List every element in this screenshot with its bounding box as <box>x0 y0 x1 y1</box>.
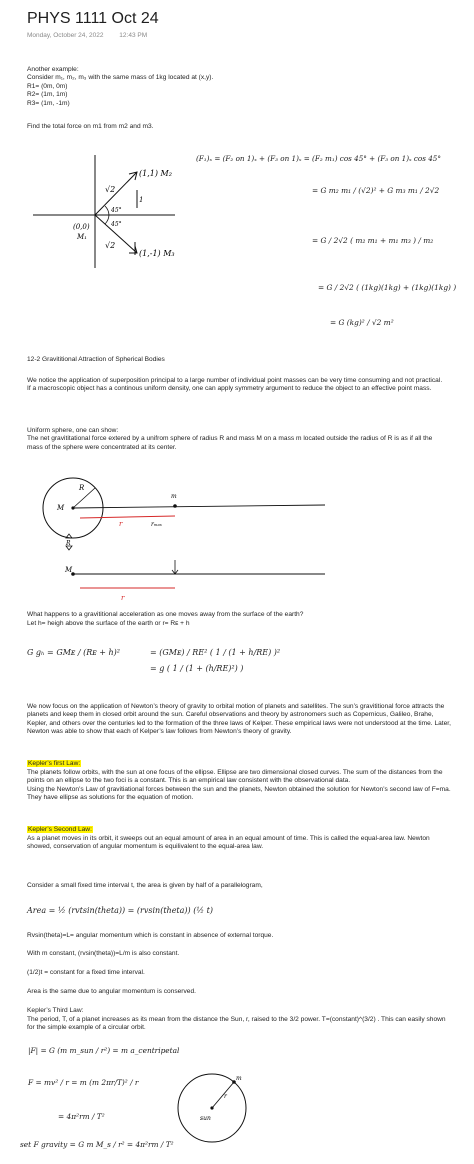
paragraph-text: Using the Newton’s Law of gravitiational forces between the sun and the planets, Newton obtained the solution for Newton’s second law of F=ma. They have ellipse as solutions for the equation of motion. <box>27 785 451 802</box>
label-M: M <box>57 504 65 512</box>
paragraph-text: Uniform sphere, one can show: <box>27 427 119 434</box>
label-m3: (1,-1) M₃ <box>139 249 175 258</box>
label-r2: r <box>121 594 125 602</box>
label-m: m <box>171 493 177 500</box>
kepler-first-title <box>27 760 81 768</box>
kepler-line: (1/2)t = constant for a fixed time interval. <box>27 969 145 976</box>
work-line: = G / 2√2 ( m₂ m₁ + m₁ m₃ ) / m₂ <box>312 236 434 245</box>
page-date: Monday, October 24, 2022 <box>27 32 104 39</box>
handwritten-line: F = mv² / r = m (m 2πr/T)² / r <box>28 1078 139 1087</box>
page-time: 12:43 PM <box>119 32 148 39</box>
label-R-small: R <box>66 540 71 547</box>
section-paragraph <box>27 377 447 394</box>
example-line: R3= (1m, -1m) <box>27 99 70 107</box>
work-line: = G m₂ m₁ / (√2)² + G m₃ m₁ / 2√2 <box>312 186 440 195</box>
label-r: r <box>119 520 123 528</box>
acceleration-equation <box>27 648 120 657</box>
label-m1: M₁ <box>77 233 87 241</box>
area-equation: Area = ½ (rvtsin(theta)) = (rvsin(theta)) (½ t) <box>27 906 213 915</box>
page-timestamp <box>27 32 161 39</box>
paragraph-text: If a macroscopic object has a continous uniform density, one can apply symmetry argument to reduce the object to an effective point mass. <box>27 385 432 393</box>
mass-configuration-sketch <box>25 150 195 270</box>
kepler-second-title <box>27 826 93 834</box>
label-sun: sun <box>200 1115 211 1122</box>
label-r2: √2 <box>105 185 116 194</box>
label-M2: M <box>65 566 73 574</box>
tick-label: 1 <box>139 196 144 204</box>
example-task: Find the total force on m1 from m2 and m3. <box>27 123 154 130</box>
label-orbit-r: r <box>224 1093 227 1100</box>
angle-arc <box>105 215 109 224</box>
kepler-line: With m constant, (rvsin(theta))=L/m is also constant. <box>27 950 180 957</box>
example-line: R1= (0m, 0m) <box>27 82 68 90</box>
kepler-intro: We now focus on the application of Newton’s theory of gravity to orbital motion of planets and satellites. The sun’s gravititional force attracts the planets and keep them in closed orbit around the sun. Careful observations and theory by astronomers such as Copernicus, Galileo, Brahe, Kepler, and others over the centuries led to the formation of the three laws of Kelper. These empirical laws were not understood at the time. Later, Newton was able to show that each of Kelper’s law follows from Newton’s theory of gravity. <box>27 703 451 736</box>
work-line: = G (kg)² / √2 m² <box>330 318 394 327</box>
highlighted-heading: Kepler’s first Law: <box>28 760 81 767</box>
work-line: (F₁)ₓ = (F₂ on 1)ₓ + (F₃ on 1)ₓ = (F₂ m₁) cos 45° + (F₃ on 1)ₓ cos 45° <box>196 154 441 163</box>
kepler-third-body: The period, T, of a planet increases as its mean from the distance the Sun, r, raised to the 3/2 power. T=(constant)^(3/2) . This can easily shown for the simple example of a circular orbit. <box>27 1016 446 1032</box>
label-rmax: rₘₐₓ <box>151 521 162 528</box>
equation-part: = g ( 1 / (1 + (h/RE)²) ) <box>150 664 244 673</box>
kepler-third-title: Kepler’s Third Law: <box>27 1007 84 1014</box>
equation-part: = (GMᴇ) / RE² ( 1 / (1 + h/RE) )² <box>150 648 281 657</box>
interval-text: Consider a small fixed time interval t, the area is given by half of a parallelogram, <box>27 882 263 889</box>
kepler-first-body <box>27 769 452 803</box>
question-line: What happens to a gravititional acceleration as one moves away from the surface of the earth? <box>27 611 304 618</box>
example-line: Another example: <box>27 66 79 73</box>
kepler-line: Area is the same due to angular momentum is conserved. <box>27 988 196 995</box>
r-measure-line <box>80 516 175 518</box>
sphere-sketch <box>35 470 355 610</box>
label-origin: (0,0) <box>73 223 90 231</box>
handwritten-line: = 4π²rm / T² <box>58 1112 105 1121</box>
page-title: PHYS 1111 Oct 24 <box>27 10 159 27</box>
handwritten-line: set F gravity = G m M_s / r² = 4π²rm / T² <box>20 1140 174 1149</box>
point-mass <box>173 504 177 508</box>
angle-arc <box>105 206 109 215</box>
handwritten-line: |F| = G (m m_sun / r²) = m a_centripetal <box>28 1046 180 1055</box>
paragraph-text: We notice the application of superposition principal to a large number of individual point masses can be very time consuming and not practical. <box>27 377 443 384</box>
example-block <box>27 66 447 108</box>
angle-label: 45° <box>111 207 122 214</box>
equation-part: G gₕ = <box>27 648 54 657</box>
handwritten-work-force <box>196 154 468 164</box>
example-line: Consider m₁, m₂, m₃ with the same mass of 1kg located at (x,y). <box>27 74 214 82</box>
kepler-second-body: As a planet moves in its orbit, it sweeps out an equal amount of area in an equal amount of time. This is called the equal-area law. Newton showed, conservation of angular momentum is equilivalent to the equal-area law. <box>27 835 430 851</box>
paragraph-text: The net gravititational force extered by a unifrom sphere of radius R and mass M on a mass m located outside the radius of R is as if all the mass of the sphere were concentrated at its center. <box>27 435 433 451</box>
paragraph-text: The planets follow orbits, with the sun at one focus of the ellipse. Ellipse are two dimensional closed curves. The sum of the distances from the points on an ellipse to the two foci is a constant. This is an empirical law consistent with the observational data. <box>27 769 443 785</box>
section-heading: 12-2 Gravititional Attraction of Spherical Bodies <box>27 356 165 363</box>
highlighted-heading: Kepler’s Second Law: <box>28 826 92 833</box>
kepler-line: Rvsin(theta)=L= angular momentum which is constant in absence of external torque. <box>27 932 274 939</box>
label-R: R <box>79 484 85 492</box>
angle-label: 45° <box>111 221 122 228</box>
equation-part: GMᴇ / (Rᴇ + h)² <box>56 648 120 657</box>
work-line: = G / 2√2 ( (1kg)(1kg) + (1kg)(1kg) ) <box>318 283 457 292</box>
example-line: R2= (1m, 1m) <box>27 91 68 99</box>
label-m2: (1,1) M₂ <box>139 169 172 178</box>
orbit-radius <box>212 1082 234 1108</box>
question-line: Let h= heigh above the surface of the earth or r= Rᴇ + h <box>27 620 190 627</box>
label-r3: √2 <box>105 241 116 250</box>
distance-line <box>73 505 325 508</box>
section-paragraph <box>27 427 447 452</box>
orbit-sketch <box>172 1068 252 1148</box>
label-orbit-m: m <box>236 1075 242 1082</box>
